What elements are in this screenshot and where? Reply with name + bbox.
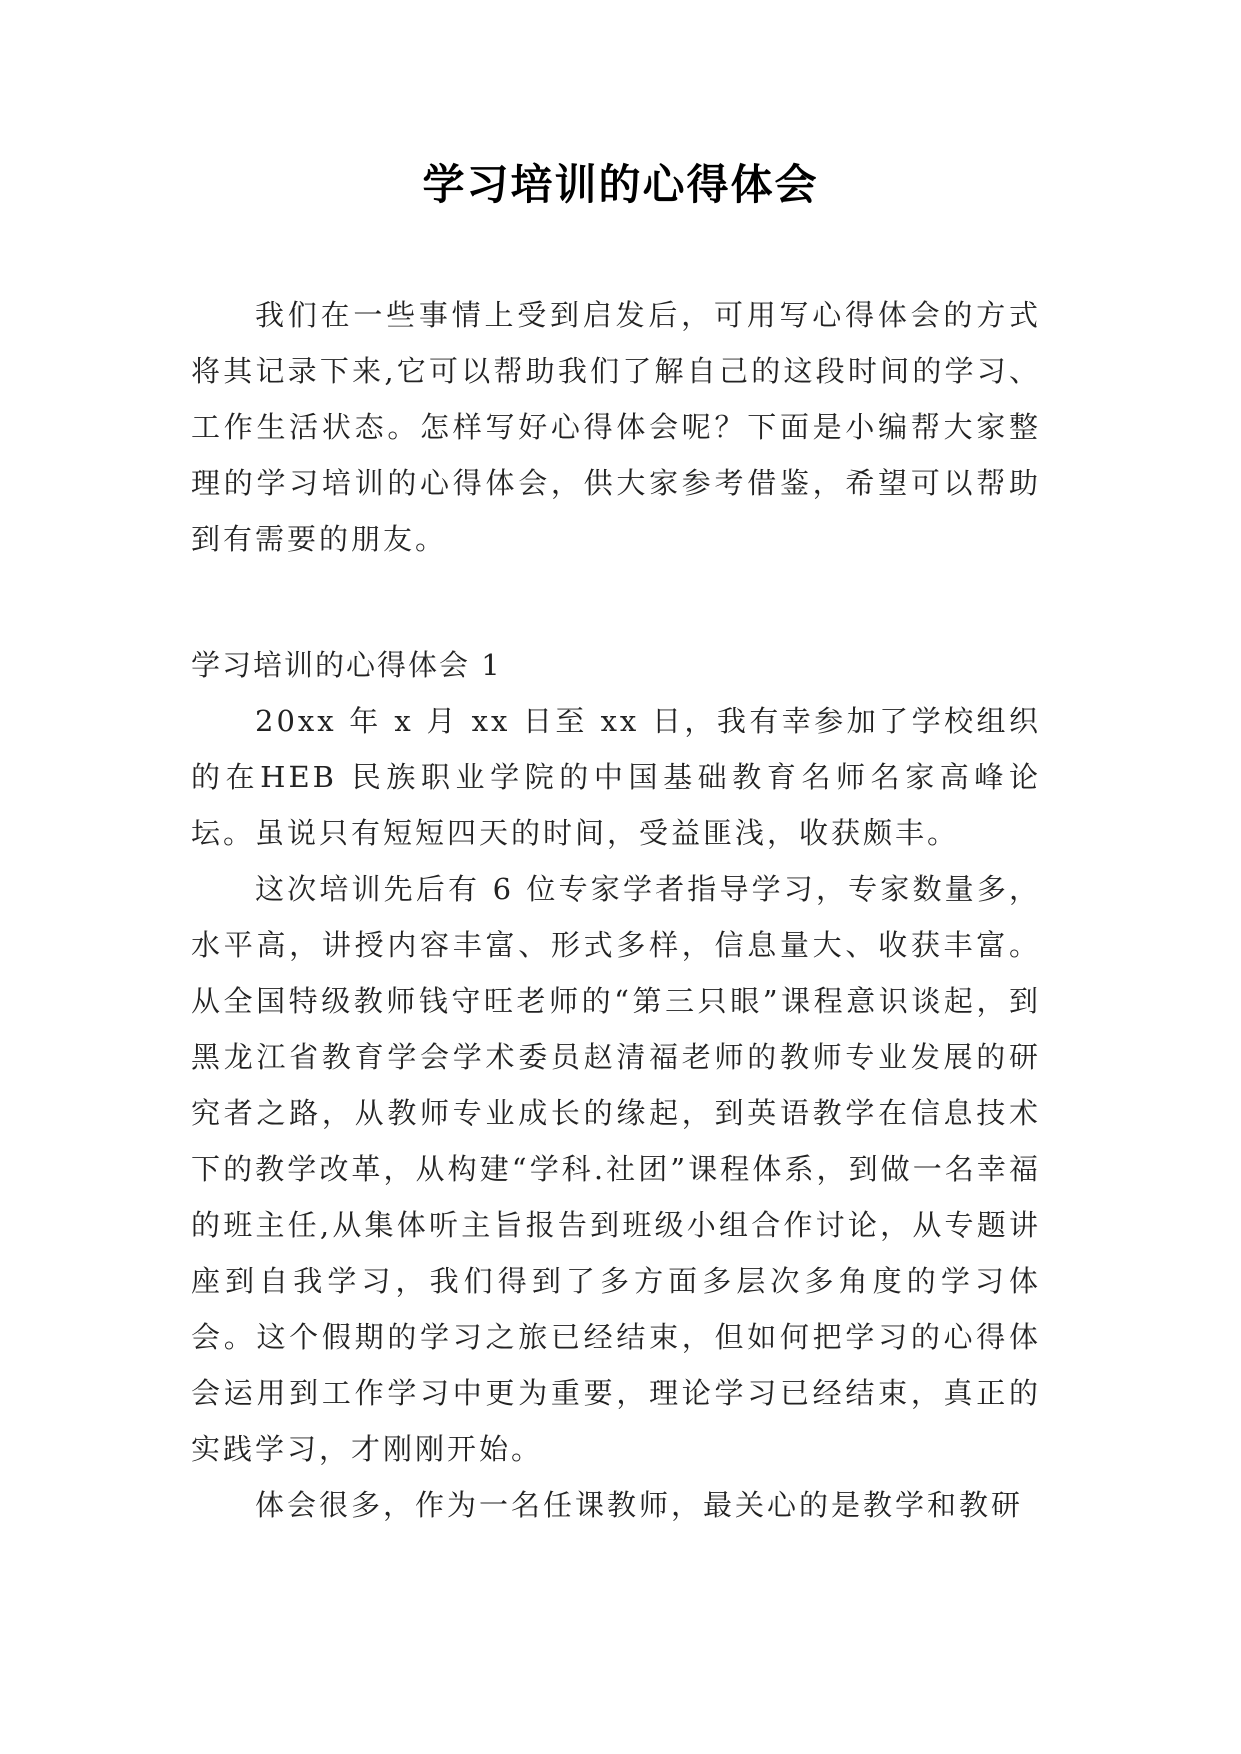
section-paragraph-1: 20xx 年 x 月 xx 日至 xx 日，我有幸参加了学校组织的在HEB 民族职业学院的中国基础教育名师名家高峰论坛。虽说只有短短四天的时间，受益匪浅，收获颇丰。 bbox=[191, 704, 1041, 850]
section-paragraph-2: 这次培训先后有 6 位专家学者指导学习，专家数量多，水平高，讲授内容丰富、形式多样，信息量大、收获丰富。从全国特级教师钱守旺老师的“第三只眼”课程意识谈起，到黑龙江省教育学会学术委员赵清福老师的教师专业发展的研究者之路，从教师专业成长的缘起，到英语教学在信息技术下的教学改革，从构建“学科.社团”课程体系，到做一名幸福的班主任,从集体听主旨报告到班级小组合作讨论，从专题讲座到自我学习，我们得到了多方面多层次多角度的学习体会。这个假期的学习之旅已经结束，但如何把学习的心得体会运用到工作学习中更为重要，理论学习已经结束，真正的实践学习，才刚刚开始。 bbox=[191, 872, 1041, 1466]
intro-block bbox=[191, 287, 1041, 567]
document-title: 学习培训的心得体会 bbox=[422, 160, 819, 209]
intro-paragraph: 我们在一些事情上受到启发后，可用写心得体会的方式将其记录下来,它可以帮助我们了解自己的这段时间的学习、工作生活状态。怎样写好心得体会呢？下面是小编帮大家整理的学习培训的心得体会，供大家参考借鉴，希望可以帮助到有需要的朋友。 bbox=[191, 298, 1041, 556]
section-body bbox=[191, 693, 1041, 1533]
section-heading: 学习培训的心得体会 1 bbox=[191, 648, 502, 682]
section-paragraph-3: 体会很多，作为一名任课教师，最关心的是教学和教研 bbox=[255, 1488, 1024, 1522]
